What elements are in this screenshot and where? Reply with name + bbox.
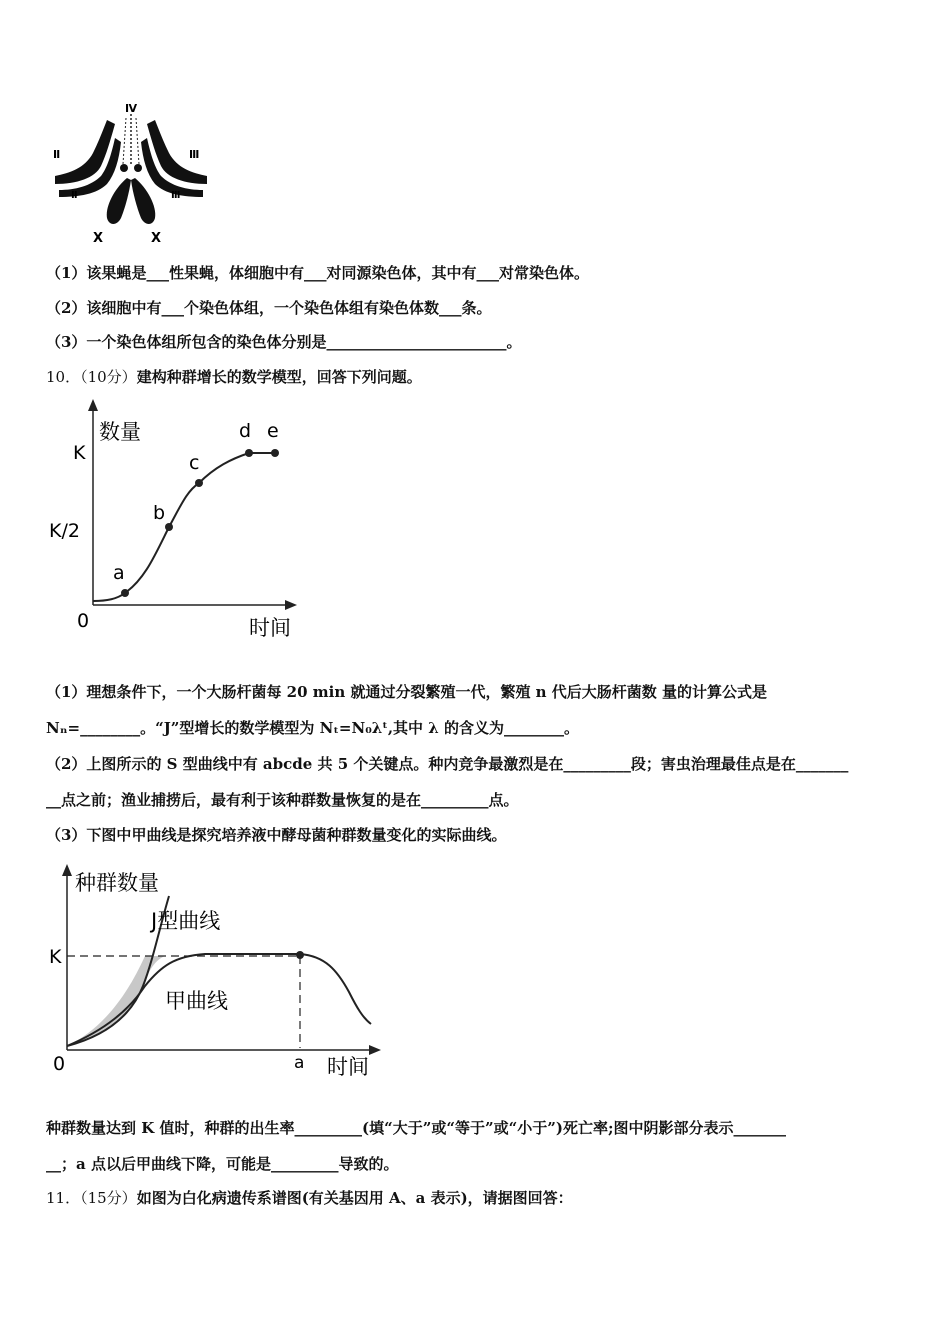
s-point-c <box>195 479 203 487</box>
q10-part3: （3）下图中甲曲线是探究培养液中酵母菌种群数量变化的实际曲线。 <box>46 826 507 844</box>
j-chart-x-arrow <box>369 1045 381 1055</box>
j-curve-chart <box>45 860 390 1085</box>
q10-part3-b: __；a 点以后甲曲线下降，可能是_________导致的。 <box>46 1155 399 1173</box>
j-chart-y-arrow <box>62 864 72 876</box>
s-point-d <box>245 449 253 457</box>
q11-number: 11．（15分） <box>46 1189 137 1207</box>
q10-part2-b: __点之前；渔业捕捞后，最有利于该种群数量恢复的是在_________点。 <box>46 791 519 809</box>
chromosome-x-left <box>107 178 131 224</box>
s-curve-chart <box>45 395 305 645</box>
legend-j-curve: J型曲线 <box>151 909 221 933</box>
shaded-area <box>67 956 165 1046</box>
label-ii-bottom: Ⅱ <box>71 190 78 201</box>
point-a <box>296 951 304 959</box>
q9-part3: （3）一个染色体组所包含的染色体分别是________________________。 <box>46 333 522 351</box>
legend-jia-curve: 甲曲线 <box>165 989 228 1013</box>
s-point-label-b: b <box>153 502 166 524</box>
q10-heading <box>46 366 422 387</box>
j-chart-ylabel: 种群数量 <box>75 871 159 895</box>
s-point-label-e: e <box>267 420 279 442</box>
s-point-a <box>121 589 129 597</box>
s-chart-xlabel: 时间 <box>249 616 291 640</box>
q10-part1-b: Nₙ=________。“J”型增长的数学模型为 Nₜ=N₀λᵗ,其中 λ 的含义为________。 <box>46 719 580 737</box>
label-iii-right: Ⅲ <box>189 148 200 161</box>
chromosome-figure <box>45 98 220 248</box>
q10-part2-a: （2）上图所示的 S 型曲线中有 abcde 共 5 个关键点。种内竞争最激烈是在_________段；害虫治理最佳点是在_______ <box>46 755 849 773</box>
j-chart-tick-k: K <box>49 946 62 968</box>
s-chart-tick-k2: K/2 <box>49 520 80 542</box>
q9-part2: （2）该细胞中有___个染色体组，一个染色体组有染色体数___条。 <box>46 299 492 317</box>
q9-part1: （1）该果蝇是___性果蝇，体细胞中有___对同源染色体，其中有___对常染色体。 <box>46 264 589 282</box>
s-point-label-a: a <box>113 562 125 584</box>
q11-title: 如图为白化病遗传系谱图(有关基因用 A、a 表示)，请据图回答： <box>136 1189 573 1207</box>
j-chart-xlabel: 时间 <box>327 1055 369 1079</box>
label-iv: Ⅳ <box>125 102 138 115</box>
s-chart-x-arrow <box>285 600 297 610</box>
q10-part1-a: （1）理想条件下，一个大肠杆菌每 20 min 就通过分裂繁殖一代，繁殖 n 代后大肠杆菌数 量的计算公式是 <box>46 683 768 701</box>
q11-heading <box>46 1187 573 1208</box>
s-chart-tick-k: K <box>73 442 86 464</box>
s-point-b <box>165 523 173 531</box>
s-chart-ylabel: 数量 <box>99 420 141 444</box>
label-x-left: X <box>93 231 104 246</box>
s-point-label-c: c <box>189 452 200 474</box>
s-point-label-d: d <box>239 420 252 442</box>
j-chart-tick-a: a <box>294 1053 305 1073</box>
q10-title: 建构种群增长的数学模型，回答下列问题。 <box>136 368 422 386</box>
s-point-e <box>271 449 279 457</box>
s-chart-y-arrow <box>88 399 98 411</box>
j-chart-tick-0: 0 <box>53 1053 66 1075</box>
q10-number: 10．（10分） <box>46 368 137 386</box>
s-chart-tick-0: 0 <box>77 610 90 632</box>
chromosome-x-right <box>131 178 155 224</box>
label-iii-bottom: Ⅲ <box>171 190 181 201</box>
q10-part3-a: 种群数量达到 K 值时，种群的出生率_________(填“大于”或“等于”或“小于”)死亡率;图中阴影部分表示_______ <box>46 1119 786 1137</box>
label-ii-left: Ⅱ <box>53 148 61 161</box>
label-x-right: X <box>151 231 162 246</box>
